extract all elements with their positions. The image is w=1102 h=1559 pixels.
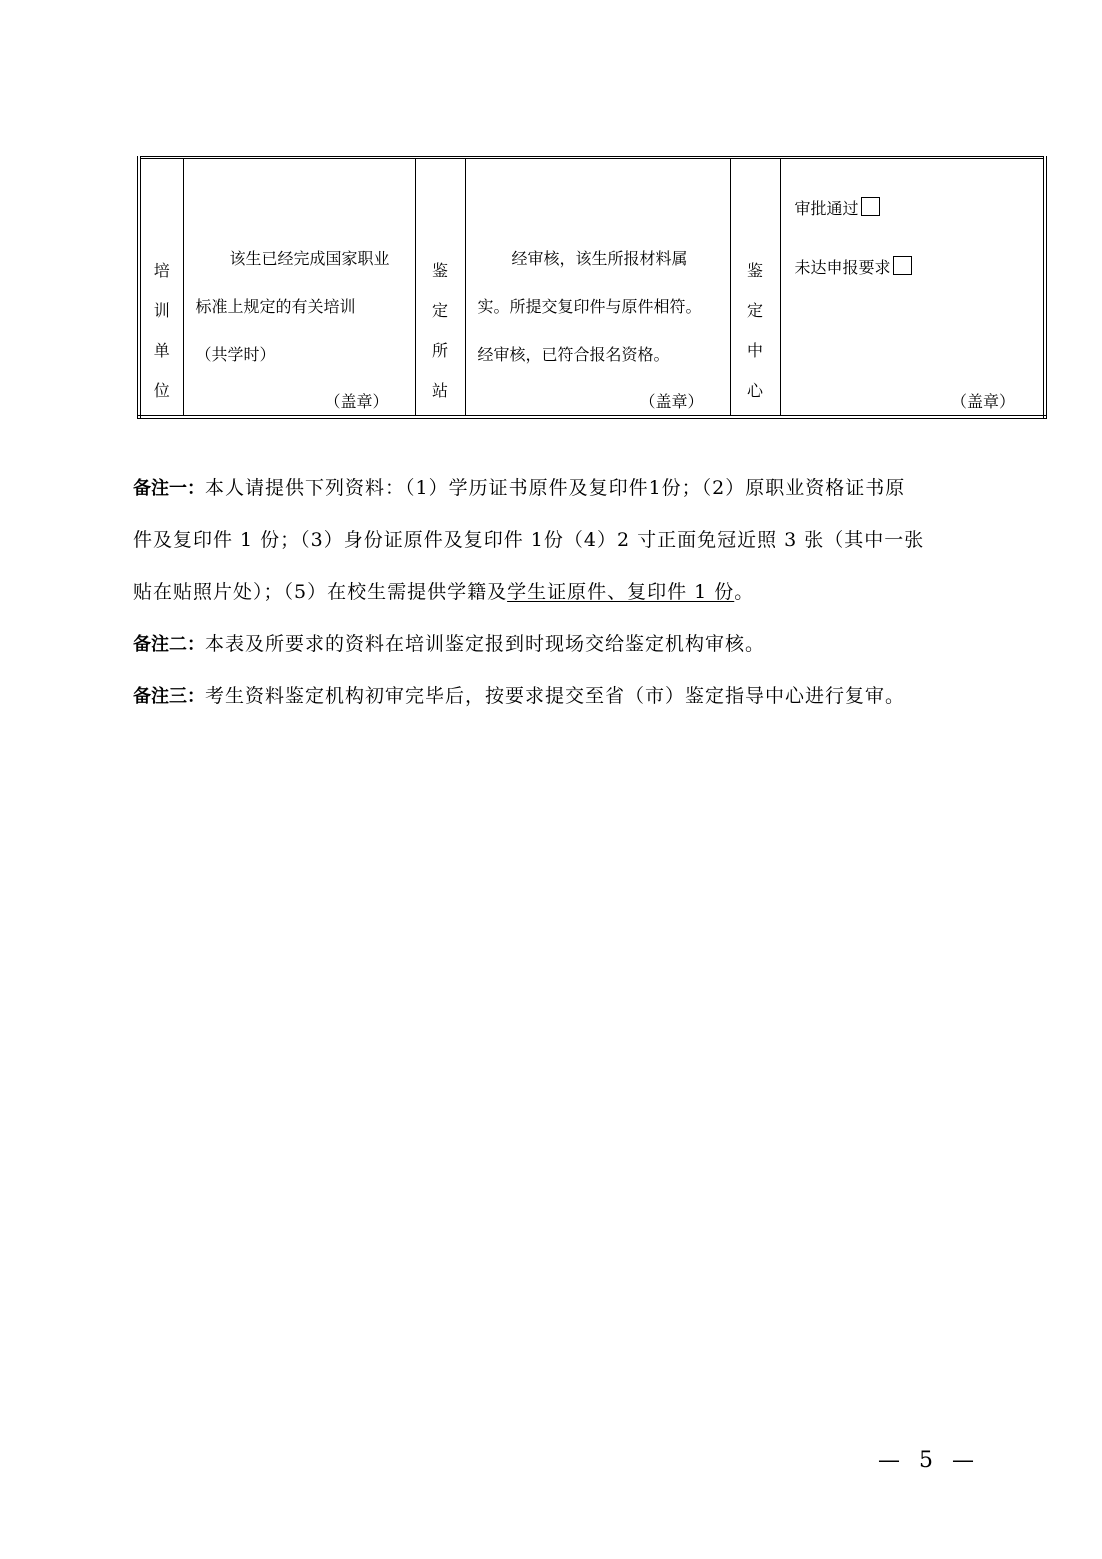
center-seal: （盖章） <box>950 392 1015 411</box>
training-statement: 该生已经完成国家职业 标准上规定的有关培训 （共学时） <box>195 249 390 364</box>
note-1-title: 备注一： <box>133 478 205 499</box>
note-1-line-1 <box>133 462 983 514</box>
note-3-text: 考生资料鉴定机构初审完毕后，按要求提交至省（市）鉴定指导中心进行复审。 <box>205 685 906 707</box>
training-unit-label: 培 训 单 位 <box>153 261 170 400</box>
approval-table <box>137 156 1047 419</box>
station-label: 鉴 定 所 站 <box>431 261 448 400</box>
training-unit-content-cell <box>183 158 415 418</box>
notes-section <box>133 462 983 722</box>
station-content-cell <box>465 158 730 418</box>
station-label-cell <box>415 158 465 418</box>
note-2 <box>133 618 983 670</box>
note-3-title: 备注三： <box>133 686 205 707</box>
reject-option <box>795 256 912 280</box>
note-1-line-3 <box>133 566 983 618</box>
center-label-cell <box>730 158 780 418</box>
training-seal: （盖章） <box>324 392 389 411</box>
note-3 <box>133 670 983 722</box>
center-content-cell <box>780 158 1045 418</box>
reject-checkbox[interactable] <box>893 256 912 275</box>
note-2-title: 备注二： <box>133 634 205 655</box>
approve-checkbox[interactable] <box>861 197 880 216</box>
center-label: 鉴 定 中 心 <box>746 261 763 400</box>
station-statement: 经审核，该生所报材料属 实。所提交复印件与原件相符。 经审核，已符合报名资格。 <box>477 249 702 364</box>
note-1-text-3b: 。 <box>734 581 755 603</box>
note-1-text-1: 本人请提供下列资料：（1）学历证书原件及复印件1份；（2）原职业资格证书原 <box>205 477 906 499</box>
training-unit-label-cell <box>139 158 183 418</box>
approve-option <box>795 197 880 221</box>
note-2-text: 本表及所要求的资料在培训鉴定报到时现场交给鉴定机构审核。 <box>205 633 766 655</box>
reject-label: 未达申报要求 <box>794 258 891 277</box>
station-seal: （盖章） <box>639 392 704 411</box>
page-number: — 5 — <box>878 1448 980 1473</box>
note-1-line-2: 件及复印件 1 份；（3）身份证原件及复印件 1份（4）2 寸正面免冠近照 3 张（其中一张 <box>133 529 925 551</box>
note-1-underlined: 学生证原件、复印件 1 份 <box>507 581 735 603</box>
approve-label: 审批通过 <box>794 199 859 218</box>
note-1-text-3a: 贴在贴照片处）；（5）在校生需提供学籍及 <box>133 581 508 603</box>
